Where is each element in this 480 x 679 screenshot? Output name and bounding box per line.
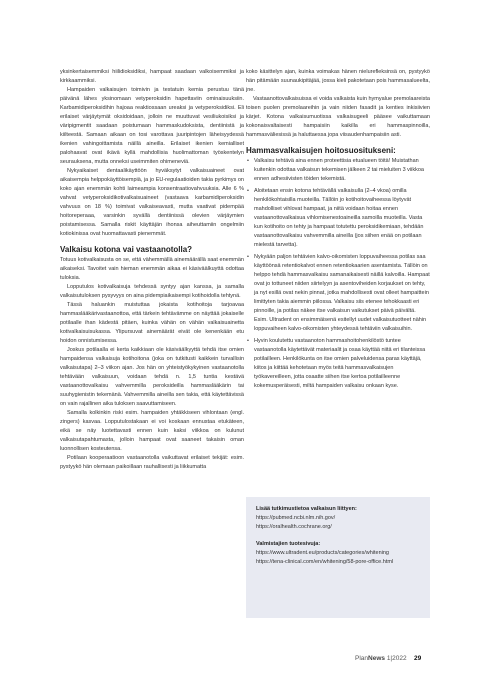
paragraph: Totuus kotivalkaisusta on se, että vähemmällä ainemäärällä saat enemmän aikaiseksi. Tavoitet vain hieman enemmän aikaa ei käsiväälkuyttä odottaa tuloksia. [60,257,244,281]
section-heading: Hammasvalkaisujen hoitosuositukseni: [246,146,396,155]
paragraph: Tässä haluankin muistuttaa jokaista kotihoitoja tarjoavaa hammaslääkärivastaanottoa, että tärkein tehtävämme on näyttää jokaiselle potilaalle ihan kädestä pitäen, kuinka vähän on vähän valkaisuainetta kotivalkaisuisukassa. Ylipursuvat ainemäärät eivät ole kenenkään etu hoidon onnistumisessa. [60,302,244,344]
paragraph: Nykyaikaiset dentaalikäyttöön hyväksytyt valkaisuaineet ovat aikaisempia helppokäyttöisempiä, ja jo EU-regulaatioiden takia pyrkimys on koko ajan enemmän kohti laimeampia konsentraatiovahvuuksia. Alle 6 % vahvat vetyperoksidikotivalkaisuaineet (vastaava karbamidiperoksidin vahvuus on 18 %) toimivat valkaiseavasti, mutta vaativat pidempää hoitoreperaaa, varsinkin syvällä dentiinissä olevien värjäymien poistamisessa. Samalla riskit käyttäjän ihonsa aiheuttamiin ongelmiin kotiokinissa ovat huomattavasti pienemmät. [60,168,244,237]
manufacturer-link[interactable]: https://www.ultradent.eu/products/categories/whitening [256,550,389,556]
paragraph: Vastaanottovalkaisuissa ei voida valkaista kuin hymyalue premolaareista toisen puolen premolaareihin ja vain niiden fasadit ja kenties inkisiivien kärjet. Kotona valkaisumuotissa valkaisugeeli pääsee vaikuttamaan kokonaisvaltaisesti hampaisiin kaikilla eri hammaspinnoilla, hammasväliesissä ja haluttaessa jopa viisaudenhampaisiin asti. [246,96,430,138]
list-item: • Valkaisu tehtävä aina ennen proteettisia etualueen töitä! Muistathan kuitenkin odottaa valkaisun tekemisen jälkeen 2 tai mieluiten 3 viikkoa ennen adhesiivisten töiden tekemistä. [246,157,430,184]
paragraph: Hampaiden valkaisujen toimivin ja testatuin kemia perustuu tänä päivänä lähes yksinomaan vetyperoksidin hapettaviin ominaisuuksiin. Karbamidiperoksidihin hajoaa reaktiossaan ureaksi ja vetyperoksidiksi. Eli erilaiset värjäytymät oksidoidaan, jolloin ne muuttuvat vesiliukoisiksi ja väripigmentit saadaan poistumaan hammaskudoksista, dentiinistä ja kiilteestä. Samaan aikaan on tosi varottava juuripintojen läheisyydessä ikenien vahingoittamista näillä aineilla. Erilaiset ikenien kemialliset palohaavat ovat ikävä kyllä mahdollisia huolimattoman työskentelyn seurauksena, mutta onneksi useimmiten ohimeneviä. [60,87,244,165]
paragraph: yksinkertaisemmiksi hiilidioksidiksi, hampaat saadaan valkoisemmiksi ja kirkkaammiksi. [60,69,244,84]
research-link[interactable]: https://pubmed.ncbi.nlm.nih.gov/ [256,515,336,521]
publication-name: PlanNews 1|2022 [355,655,407,662]
paragraph: Samalla kolkinkin riski esim. hampaiden yhtäkkiseen vihlontaan (engl. zingers) kasvaa. Lopputulostakaan ei voi koskaan ennustaa etukäteen, eikä se näy luotettavasti ennen kuin kaksi viikkoa on kulunut valkaisutapahtumasta, jolloin hampaat ovat saaneet takaisin oman luonnollisen kosteutensa. [60,410,244,452]
resources-heading: Lisää tutkimustietoa valkaisun liittyen: [256,506,357,512]
paragraph: Lopputulos kotivalkaisuja tehdessä syntyy ajan kanssa, ja samalla valkaisutuloksen pysyvyys on aina pidempiaikaisempi kotihoidolla tehtynä. [60,284,244,299]
issue-number: 1|2022 [386,655,407,662]
paragraph: Potilaan kooperaatioon vastaanotolla vaikuttavat erilaiset tekijät: esim. pystyykö hän olemaan paikoillaan rauhallisesti ja liikkumatta [60,455,244,470]
paragraph: koko käsittelyn ajan, kuinka voimakas hänen nielurefleksinsä on, pystyykö hän pitämään suunaukipitäjää, jossa kieli pakotetaan pois hammasalueelta, jne. [246,69,430,93]
right-column [246,68,430,394]
resources-heading: Valmistajien tuotesivuja: [256,541,321,547]
list-item: • Nykyään paljon tehtävien kalvo-oikomisten loppuvaiheessa potilas saa käyttöönsä retentiokalvot ennen retentiokaarien asentamista. Tällöin on helppo tehdä hammasvalkaisu samanaikaisesti näillä kalvoilla. Hampaat ovat jo tottuneet niiden siirtelyyn ja asentoviheiden korjaukset on tehty, ja nyt esillä ovat nekin pinnat, jotka mahdollisesti ovat olleet hampaittein limittyten takia aiemmin piilossa. Valkaisu siis etenee tehokkaasti eri pinnoille, ja potilas näkee itse valkaisun vaikutukset päivä päivältä. Esim. Ultradent on ensimmäisenä esitellyt uudet valkaisutuotteet nähin loppuvaiheen kalvo-oikomisten yhteydessä tehtäviin valkaisuihin. [246,253,430,334]
recommendations-list [246,157,430,391]
list-item: • Aloitetaan ensin kotona tehtävällä valkaisulla (2–4 vkoa) omilla henkilökohtaisilla muoteilla. Tällöin jo kotihoitovaiheessa löytyvät mahdolliset vihlovat hampaat, ja niitä voidaan hoitaa ennen vastaanottovalkaisua vihlomisenestoaineilla samoilla muoteilla. Vasta kun kotihoito on tehty ja hampaat totutettu peroksidikemiaan, tehdään vastaanottovalkaisu vahvemmilla aineilla (jos siihen enää on potilaan mielestä tarvetta). [246,187,430,250]
manufacturer-link[interactable]: https://tena-clinical.com/en/whitening/58-pore-office.html [256,559,394,565]
resources-box [246,497,430,618]
section-heading: Valkaisu kotona vai vastaanotolla? [60,245,193,254]
research-link[interactable]: https://oralhealth.cochrane.org/ [256,524,332,530]
left-column [60,68,244,472]
list-item: • Hyvin koulutettu vastaanoton hammashoitohenkilöstö tuntee vastaanotolla käytettävät materiaalit ja osaa käyttää niitä eri tilanteissa potilailleen. Henkilökunta on itse omien palveluidensa paras käyttäjä, kiitos ja kiittää kehotetaan myös teitä hammasvalkaisujen työkavereilleen, jotta osaatte siihen itse kertoa potilailleenne kokemusperäisesti, miltä hampaiden valkaisu onkaan kyse. [246,337,430,391]
page-footer [0,655,480,667]
page-number: 29 [414,655,422,662]
paragraph: Joskus potilaalla ei kerta kaikkiaan ole käsiväälkyyttä tehdä itse omien hampaidensa valkaisuja kotihoitona (joka on tutkitusti kaikkein turvallisin valkaisutapa) 2–3 viikon ajan. Jos hän on yhteistyökykyinen vastaanotolla tehtävään valkaisuun, voidaan tehdä n. 1,5 tuntia kestävä vastaanottovalkaisu vahvemmilla peroksideilla hammaslääkärin tai suuhygienistin tekemänä. Vahvemmilla aineilla sen takia, että käytettävissä on vain rajallinen aika tuloksen saavuttamiseen. [60,347,244,407]
